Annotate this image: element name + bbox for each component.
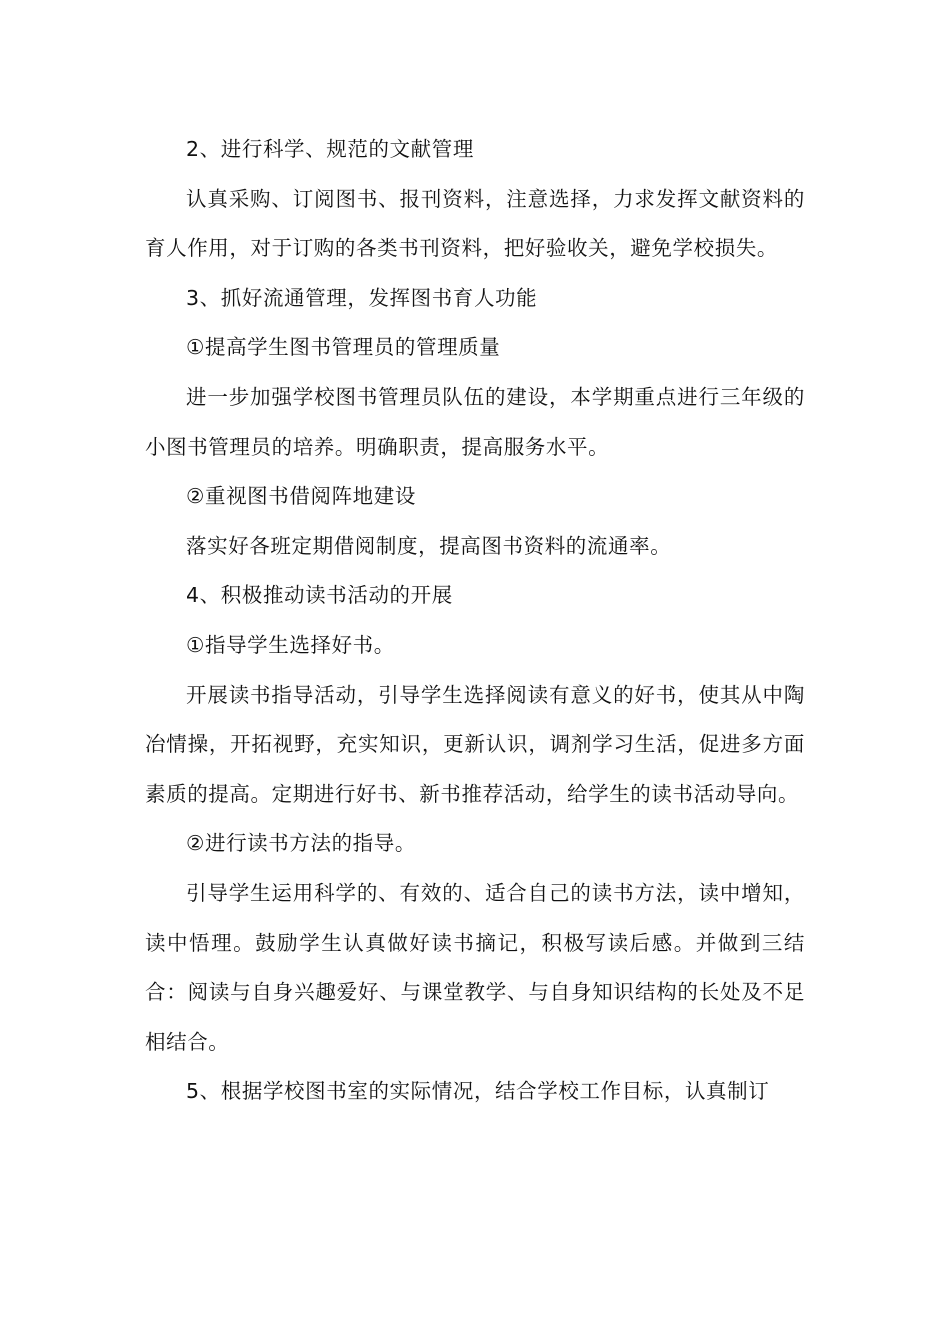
paragraph-borrowing-system: 落实好各班定期借阅制度，提高图书资料的流通率。 [186, 533, 672, 558]
heading-3-circulation-management: 3、抓好流通管理，发挥图书育人功能 [186, 285, 538, 310]
subheading-student-librarian-quality: ①提高学生图书管理员的管理质量 [186, 335, 501, 360]
paragraph-purchasing: 认真采购、订阅图书、报刊资料，注意选择，力求发挥文献资料的育人作用，对于订购的各类书刊资料，把好验收关，避免学校损失。 [145, 186, 805, 261]
heading-4-reading-activities: 4、积极推动读书活动的开展 [186, 583, 453, 608]
paragraph-reading-guidance: 开展读书指导活动，引导学生选择阅读有意义的好书，使其从中陶冶情操，开拓视野，充实知识，更新认识，调剂学习生活，促进多方面素质的提高。定期进行好书、新书推荐活动，给学生的读书活动导向。 [145, 682, 805, 806]
heading-2-literature-management: 2、进行科学、规范的文献管理 [186, 137, 474, 161]
subheading-borrowing-construction: ②重视图书借阅阵地建设 [186, 484, 416, 509]
paragraph-reading-methods: 引导学生运用科学的、有效的、适合自己的读书方法，读中增知，读中悟理。鼓励学生认真做好读书摘记，积极写读后感。并做到三结合：阅读与自身兴趣爱好、与课堂教学、与自身知识结构的长处及不足相结合。 [145, 880, 805, 1054]
document-body [145, 125, 805, 1117]
subheading-choose-good-books: ①指导学生选择好书。 [186, 632, 395, 657]
subheading-reading-methods: ②进行读书方法的指导。 [186, 831, 416, 856]
heading-5-library-plan: 5、根据学校图书室的实际情况，结合学校工作目标，认真制订 [186, 1079, 770, 1104]
paragraph-librarian-team: 进一步加强学校图书管理员队伍的建设，本学期重点进行三年级的小图书管理员的培养。明确职责，提高服务水平。 [145, 384, 805, 459]
